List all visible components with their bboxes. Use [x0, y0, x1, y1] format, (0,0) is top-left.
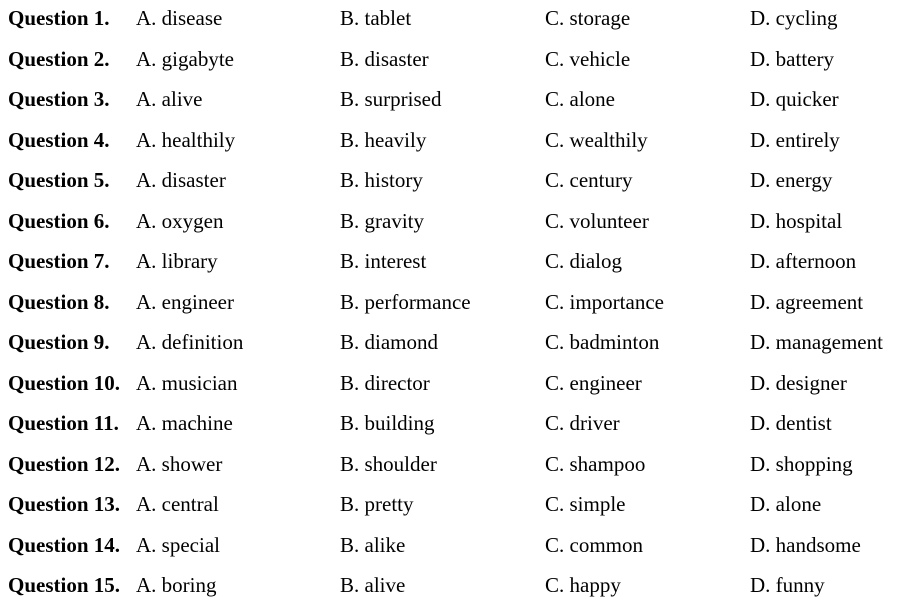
option-c: C. badminton — [545, 330, 660, 354]
option-a: A. oxygen — [136, 208, 224, 233]
question-label: Question 7. — [8, 249, 110, 273]
option-c: C. shampoo — [545, 451, 646, 476]
option-c: C. storage — [545, 6, 631, 30]
option-a: A. disaster — [136, 168, 226, 192]
option-c: C. common — [545, 532, 643, 557]
question-row — [0, 120, 906, 160]
question-row — [0, 565, 906, 605]
option-a: A. disease — [136, 6, 223, 30]
option-b: B. shoulder — [340, 451, 437, 476]
option-c: C. engineer — [545, 370, 642, 395]
option-d: D. hospital — [750, 208, 843, 233]
question-row — [0, 160, 906, 200]
question-row — [0, 484, 906, 524]
option-c: C. happy — [545, 573, 621, 597]
question-label: Question 11. — [8, 411, 119, 435]
option-b: B. history — [340, 168, 423, 192]
option-a: A. boring — [136, 573, 217, 597]
question-label: Question 14. — [8, 532, 121, 557]
option-d: D. entirely — [750, 127, 840, 152]
option-d: D. handsome — [750, 532, 861, 557]
option-a: A. central — [136, 492, 219, 516]
option-a: A. alive — [136, 87, 203, 111]
option-b: B. interest — [340, 249, 427, 273]
question-label: Question 9. — [8, 330, 110, 354]
option-d: D. afternoon — [750, 249, 857, 273]
option-a: A. shower — [136, 451, 223, 476]
question-row — [0, 0, 906, 38]
option-a: A. special — [136, 532, 220, 557]
option-c: C. alone — [545, 87, 615, 111]
option-d: D. funny — [750, 573, 825, 597]
question-row — [0, 79, 906, 119]
question-row — [0, 444, 906, 484]
option-b: B. building — [340, 411, 435, 435]
option-b: B. heavily — [340, 127, 427, 152]
option-b: B. director — [340, 370, 430, 395]
option-d: D. agreement — [750, 289, 864, 314]
option-d: D. dentist — [750, 411, 832, 435]
question-row — [0, 39, 906, 79]
question-label: Question 6. — [8, 208, 110, 233]
option-a: A. healthily — [136, 127, 236, 152]
option-a: A. machine — [136, 411, 233, 435]
question-label: Question 3. — [8, 87, 110, 111]
question-label: Question 8. — [8, 289, 110, 314]
option-c: C. wealthily — [545, 127, 648, 152]
question-label: Question 2. — [8, 46, 110, 71]
option-b: B. pretty — [340, 492, 414, 516]
option-c: C. dialog — [545, 249, 622, 273]
question-row — [0, 363, 906, 403]
question-row — [0, 201, 906, 241]
question-label: Question 4. — [8, 127, 110, 152]
question-label: Question 5. — [8, 168, 110, 192]
option-c: C. volunteer — [545, 208, 649, 233]
option-d: D. management — [750, 330, 883, 354]
option-c: C. importance — [545, 289, 664, 314]
option-a: A. library — [136, 249, 218, 273]
option-d: D. cycling — [750, 6, 838, 30]
option-b: B. alive — [340, 573, 406, 597]
option-d: D. shopping — [750, 451, 853, 476]
option-c: C. simple — [545, 492, 626, 516]
option-b: B. diamond — [340, 330, 438, 354]
question-label: Question 10. — [8, 370, 121, 395]
option-b: B. tablet — [340, 6, 412, 30]
question-row — [0, 241, 906, 281]
option-a: A. engineer — [136, 289, 234, 314]
question-row — [0, 282, 906, 322]
option-a: A. definition — [136, 330, 244, 354]
option-c: C. driver — [545, 411, 620, 435]
question-label: Question 12. — [8, 451, 121, 476]
question-label: Question 1. — [8, 6, 110, 30]
option-b: B. performance — [340, 289, 471, 314]
option-b: B. disaster — [340, 46, 429, 71]
question-row — [0, 525, 906, 565]
option-d: D. alone — [750, 492, 822, 516]
option-d: D. designer — [750, 370, 847, 395]
option-a: A. gigabyte — [136, 46, 234, 71]
question-label: Question 13. — [8, 492, 121, 516]
option-c: C. century — [545, 168, 633, 192]
question-row — [0, 322, 906, 362]
option-d: D. quicker — [750, 87, 839, 111]
option-b: B. gravity — [340, 208, 424, 233]
option-d: D. energy — [750, 168, 833, 192]
question-label: Question 15. — [8, 573, 121, 597]
option-a: A. musician — [136, 370, 238, 395]
option-c: C. vehicle — [545, 46, 631, 71]
question-row — [0, 403, 906, 443]
option-d: D. battery — [750, 46, 834, 71]
option-b: B. surprised — [340, 87, 442, 111]
option-b: B. alike — [340, 532, 406, 557]
